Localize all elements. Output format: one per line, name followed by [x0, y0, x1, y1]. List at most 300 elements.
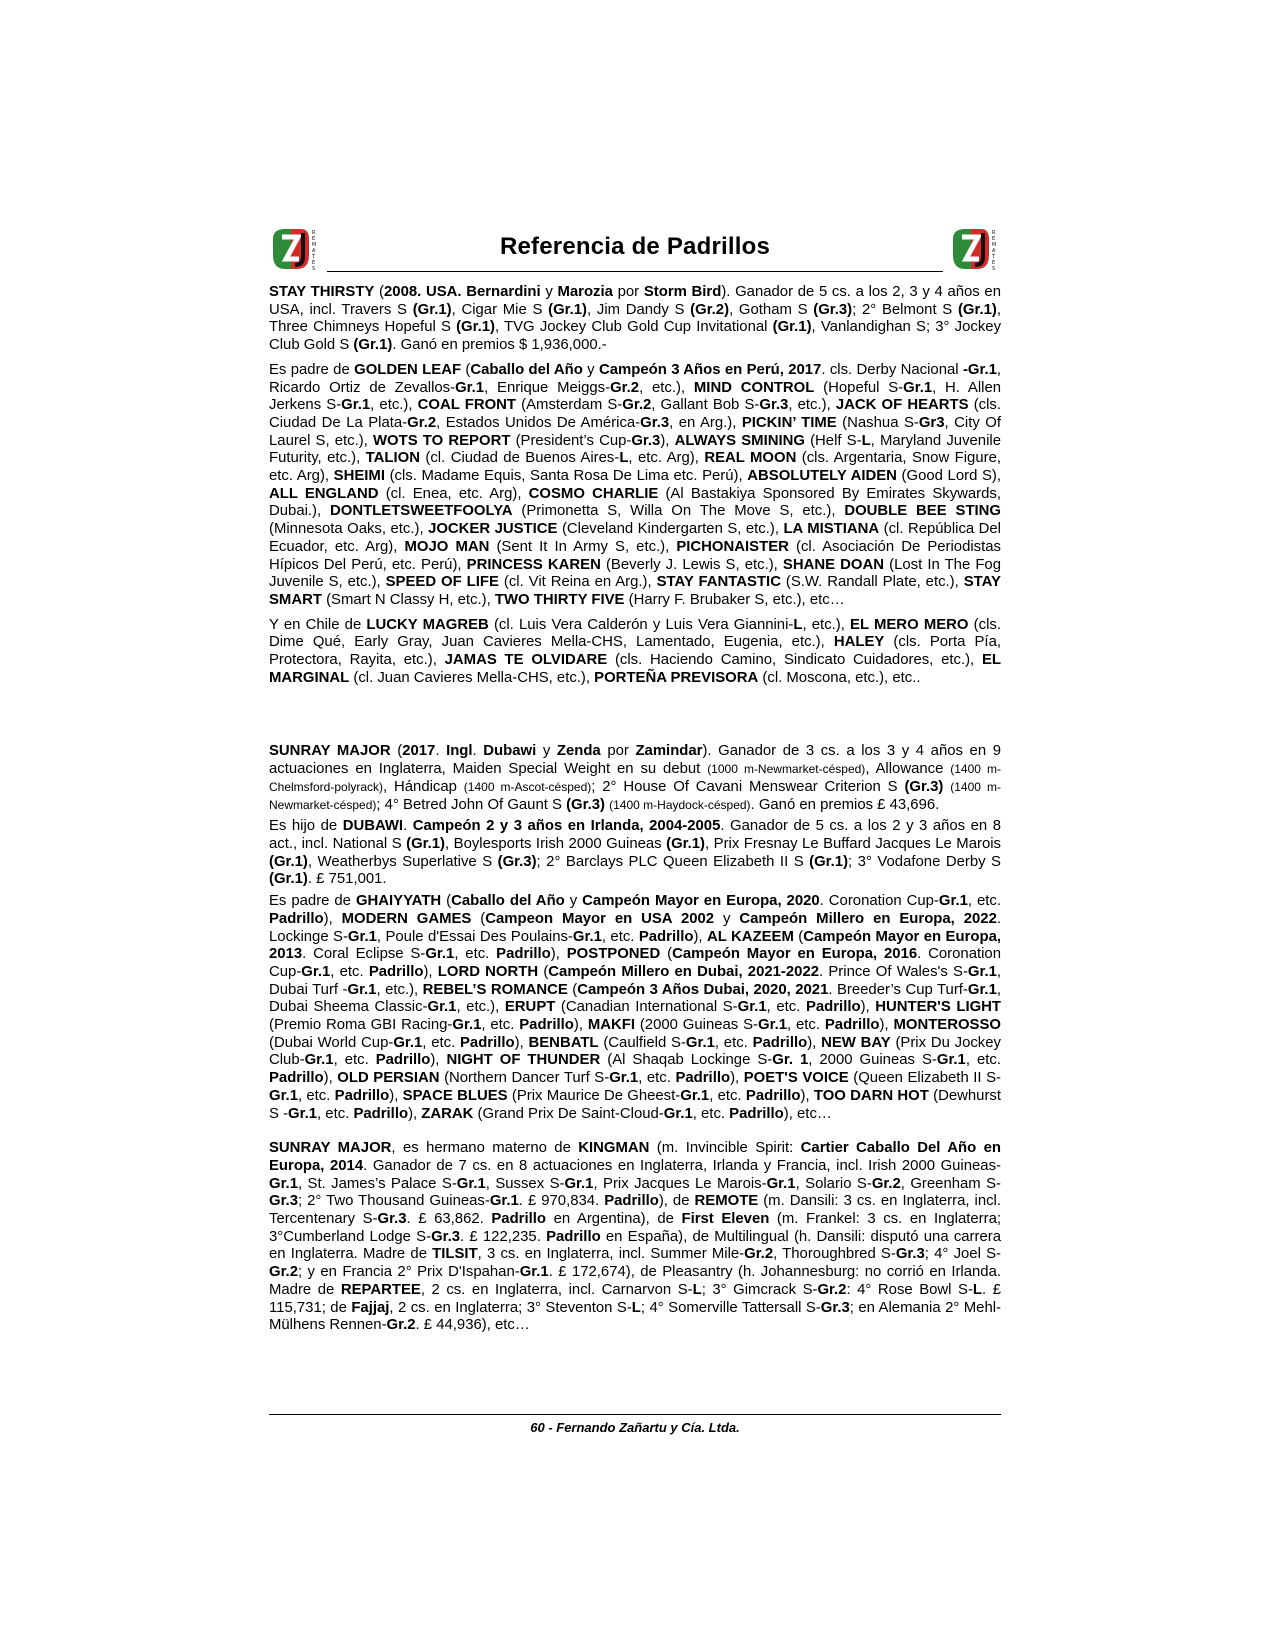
text-run: . Ganador de 5 cs. a los 2 y 3 años en 8 act., incl. National S — [269, 818, 1002, 852]
text-run: 2017 — [402, 743, 436, 760]
text-run: (Beverly J. Lewis S, etc.), — [600, 556, 783, 573]
text-run: Gr.3 — [759, 397, 789, 414]
text-run: Es padre de — [269, 893, 356, 910]
sunray-major-record — [269, 743, 1001, 814]
text-run: Ingl — [446, 743, 473, 760]
text-run: Gr.3 — [895, 1246, 925, 1263]
svg-text:T: T — [992, 254, 996, 260]
text-run: , etc.), — [370, 397, 418, 414]
text-run: . Ganó en premios $ 1,936,000.- — [392, 337, 607, 354]
stay-thirsty-chile-offspring — [269, 617, 1001, 688]
text-run: , Prix Jacques Le Marois- — [593, 1175, 767, 1192]
text-run: Gr.1 — [903, 379, 933, 396]
text-run: (Gr.1) — [666, 835, 706, 852]
text-run: Zenda — [556, 743, 601, 760]
text-run: Es hijo de — [269, 818, 343, 835]
text-run: ), — [430, 1052, 447, 1069]
text-run: COAL FRONT — [417, 397, 517, 414]
text-run: Es padre de — [269, 361, 355, 378]
text-run: Gr.1 — [456, 1175, 486, 1192]
text-run: , es hermano materno de — [391, 1140, 579, 1157]
text-run: ), — [423, 963, 438, 980]
text-run: TILSIT — [432, 1246, 478, 1263]
text-run: . £ 63,862. — [406, 1211, 492, 1228]
text-run: , Prix Fresnay Le Buffard Jacques Le Marois — [705, 835, 1001, 852]
text-run: (Gr.1) — [353, 337, 393, 354]
stay-thirsty-record — [269, 284, 1001, 355]
text-run: y — [540, 284, 558, 300]
text-run: Marozia — [557, 284, 613, 300]
text-run: Gr.1 — [269, 1087, 298, 1104]
text-run: L — [972, 1281, 983, 1298]
text-run: , Jim Dandy S — [587, 301, 691, 318]
text-run: Padrillo — [269, 1070, 324, 1087]
text-run: HALEY — [833, 634, 885, 651]
text-run: -Gr.1 — [962, 361, 997, 378]
text-run: en España), de Multilingual (h. Dansili: disputó una carrera en Inglaterra. Madre de — [269, 1228, 1001, 1263]
text-run: ( — [374, 284, 384, 300]
text-run: Gr.1 — [455, 379, 485, 396]
text-run: Gr.2 — [407, 414, 437, 431]
text-run: (Canadian International S- — [555, 999, 738, 1016]
text-run: . — [435, 743, 447, 760]
text-run: (S.W. Randall Plate, etc.), — [780, 574, 964, 591]
text-run: (Al Bastakiya Sponsored By Emirates Skywards, Dubai.), — [269, 485, 1001, 520]
text-run: (cls. Dime Qué, Early Gray, Juan Cavieres Mella-CHS, Lamentado, Eugenia, etc.), — [269, 616, 1001, 651]
text-run: (1400 m-Newmarket-césped) — [269, 779, 1001, 812]
text-run: Campeón Millero en Europa, 2022 — [739, 910, 997, 927]
text-run: (Prix Du Jockey Club- — [269, 1034, 1001, 1069]
text-run: Gr.1 — [685, 1034, 715, 1051]
text-run: ; 3° Vodafone Derby S — [848, 853, 1001, 870]
text-run: Padrillo — [353, 1105, 409, 1122]
text-run: Gr.1 — [347, 928, 377, 945]
text-run: ), — [323, 1070, 338, 1087]
text-run: ( — [567, 981, 578, 998]
text-run: POET'S VOICE — [743, 1070, 849, 1087]
text-run: (Lost In The Fog Juvenile S, etc.), — [269, 556, 1001, 591]
text-run: ; y en Francia 2° Prix D'Ispahan- — [297, 1264, 520, 1281]
text-run: . Ganador de 7 cs. en 8 actuaciones en Inglaterra, Irlanda y Francia, incl. Irish 2000 Guineas- — [363, 1157, 1001, 1174]
text-run: Gr.1 — [967, 963, 997, 980]
text-run: (Gr.1) — [957, 301, 997, 318]
text-run: TALION — [365, 450, 420, 467]
text-run: EL MARGINAL — [269, 652, 1002, 686]
text-run: , Vanlandighan S; 3° Jockey Club Gold S — [269, 319, 1002, 354]
text-run: Gr3 — [918, 414, 945, 431]
text-run: Gr.2 — [269, 1264, 298, 1281]
text-run: Gr.1 — [663, 1105, 693, 1122]
text-run: , Boylesports Irish 2000 Guineas — [445, 835, 667, 852]
text-run: ), — [730, 1070, 744, 1087]
text-run: , Poule d'Essai Des Poulains- — [376, 928, 573, 945]
text-run: (Hopeful S- — [814, 379, 904, 396]
document-page — [269, 225, 1001, 1335]
page-header — [269, 225, 1001, 277]
text-run: Campeón Mayor en Europa, 2016 — [672, 946, 918, 963]
text-run: , etc. — [454, 946, 497, 963]
page-footer: 60 - Fernando Zañartu y Cía. Ltda. — [530, 1420, 740, 1435]
text-run: . £ 751,001. — [307, 871, 387, 888]
text-run: ( — [461, 361, 471, 378]
text-run: Gr.3 — [269, 1193, 298, 1210]
text-run: (Gr.1) — [269, 853, 308, 870]
text-run: , etc. — [787, 1017, 825, 1034]
text-run: Gr.3 — [631, 432, 661, 449]
svg-text:E: E — [992, 236, 996, 242]
text-run: MONTEROSSO — [893, 1017, 1002, 1034]
text-run: , en Arg.), — [669, 414, 742, 431]
text-run: , etc.), — [456, 999, 505, 1016]
text-run: AL KAZEEM — [706, 928, 794, 945]
zj-remates-logo-right — [949, 225, 1001, 271]
text-run: JOCKER JUSTICE — [428, 521, 558, 538]
text-run: (Caulfield S- — [598, 1034, 686, 1051]
text-run: en Argentina), de — [546, 1211, 682, 1228]
text-run: GHAIYYATH — [355, 893, 442, 910]
text-run: , Gotham S — [729, 301, 814, 318]
text-run: MAKFI — [587, 1017, 635, 1034]
text-run: (Gr.1) — [269, 871, 308, 888]
text-run: (Queen Elizabeth II S- — [848, 1070, 1002, 1087]
text-run: L — [692, 1281, 702, 1298]
text-run: Caballo del Año — [470, 361, 583, 378]
text-run: , Greenham S- — [900, 1175, 1002, 1192]
text-run: Caballo del Año — [451, 893, 565, 910]
text-run: . Coronation Cup- — [269, 946, 1001, 980]
text-run: , etc.), — [376, 981, 423, 998]
text-run: KINGMAN — [578, 1140, 650, 1157]
text-run: ( — [441, 893, 452, 910]
text-run: , etc. — [422, 1034, 460, 1051]
text-run: (Gr.1) — [412, 301, 452, 318]
text-run: ( — [390, 743, 403, 760]
text-run: DOUBLE BEE STING — [844, 503, 1002, 520]
text-run: Gr.1 — [393, 1034, 423, 1051]
text-run: . £ 115,731; de — [269, 1281, 1001, 1316]
text-run: Gr.1 — [564, 1175, 594, 1192]
text-run: . — [403, 818, 413, 835]
text-run: ( — [793, 928, 804, 945]
text-run: , Dubai Turf - — [269, 963, 1002, 998]
text-run: Padrillo — [638, 928, 694, 945]
text-run: Gr.1 — [288, 1105, 318, 1122]
text-run: Gr.2 — [386, 1317, 416, 1334]
text-run: (cls. Ciudad De La Plata- — [269, 397, 1002, 431]
text-run: REBEL’S ROMANCE — [422, 981, 568, 998]
text-run: ; 2° Barclays PLC Queen Elizabeth II S — [536, 853, 810, 870]
text-run: (Premio Roma GBI Racing- — [269, 1017, 453, 1034]
text-run: (Gr.3) — [497, 853, 537, 870]
text-run: ), — [408, 1105, 422, 1122]
text-run: (2000 Guineas S- — [634, 1017, 759, 1034]
text-run: , etc. — [601, 928, 639, 945]
text-run: (cl. Juan Cavieres Mella-CHS, etc.), — [349, 669, 595, 686]
svg-text:S: S — [992, 266, 996, 271]
text-run: (Gr.3) — [904, 778, 944, 795]
text-run: Padrillo — [546, 1228, 601, 1245]
text-run: ), etc… — [783, 1105, 832, 1122]
text-run: Padrillo — [491, 1211, 546, 1228]
text-run: Padrillo — [460, 1034, 515, 1051]
svg-text:M: M — [992, 242, 997, 248]
text-run: Gr.1 — [425, 946, 455, 963]
text-run: ; 4° Joel S- — [924, 1246, 1001, 1263]
svg-text:E: E — [312, 236, 316, 242]
text-run: ERUPT — [504, 999, 556, 1016]
text-run: , etc. — [965, 1052, 1001, 1069]
svg-text:S: S — [312, 266, 316, 271]
text-run: L — [619, 450, 629, 467]
text-run: ; 2° Two Thousand Guineas- — [297, 1193, 490, 1210]
text-run: , etc. — [967, 893, 1001, 910]
text-run: (m. Frankel: 3 cs. en Inglaterra; 3°Cumberland Lodge S- — [269, 1211, 1002, 1245]
text-run: (cl. Moscona, etc.), etc.. — [758, 669, 921, 686]
text-run: (cl. Ciudad de Buenos Aires- — [419, 450, 620, 467]
text-run: LORD NORTH — [437, 963, 539, 980]
text-run: , Maryland Juvenile Futurity, etc.), — [269, 432, 1001, 467]
text-run: SPEED OF LIFE — [385, 574, 499, 591]
text-run: ), — [514, 1034, 529, 1051]
text-run: Zamindar — [635, 743, 703, 760]
text-run: Padrillo — [752, 1034, 808, 1051]
text-run: , Dubai Sheema Classic- — [269, 981, 1001, 1016]
text-run: PORTEÑA PREVISORA — [594, 669, 759, 686]
text-run: (Northern Dancer Turf S- — [439, 1070, 610, 1087]
text-run: , etc. — [317, 1105, 354, 1122]
text-run: Gr.1 — [936, 1052, 966, 1069]
text-run: (1400 m-Haydock-césped) — [609, 797, 751, 812]
text-run: Gr.1 — [737, 999, 767, 1016]
text-run: PRINCESS KAREN — [466, 556, 601, 573]
text-run: y — [536, 743, 557, 760]
text-run: (Helf S- — [804, 432, 862, 449]
text-run: Gr.1 — [758, 1017, 787, 1034]
text-run: , etc. — [709, 1087, 746, 1104]
text-run: STAY SMART — [269, 574, 1001, 608]
text-run: , etc. — [766, 999, 806, 1016]
text-run: (Gr.3) — [566, 796, 605, 813]
text-run: , etc.), — [788, 397, 836, 414]
text-run: REMOTE — [694, 1193, 759, 1210]
text-run: ), — [807, 1034, 822, 1051]
text-run: , Enrique Meiggs- — [484, 379, 611, 396]
text-run: , etc.), — [639, 379, 694, 396]
text-run: , etc. — [297, 1087, 335, 1104]
text-run: ), — [323, 910, 342, 927]
text-run: (Grand Prix De Saint-Cloud- — [473, 1105, 664, 1122]
text-run: , etc. — [330, 963, 369, 980]
svg-text:T: T — [312, 254, 316, 260]
text-run: , St. James’s Palace S- — [297, 1175, 457, 1192]
text-run: , Gallant Bob S- — [651, 397, 760, 414]
text-run: ; en Alemania 2° Mehl-Mülhens Rennen- — [269, 1299, 1002, 1334]
text-run: , 3 cs. en Inglaterra, incl. Summer Mile- — [477, 1246, 745, 1263]
text-run: (Gr.3) — [813, 301, 853, 318]
text-run: ). Ganador de 3 cs. a los 3 y 4 años en 9 actuaciones en Inglaterra, Maiden Special Weight en su debut — [269, 743, 1001, 778]
text-run: (cls. Madame Equis, Santa Rosa De Lima etc. Perú), — [384, 468, 748, 485]
text-run: Padrillo — [729, 1105, 784, 1122]
text-run: TOO DARN HOT — [813, 1087, 929, 1104]
text-run: ), — [693, 928, 707, 945]
text-run: Gr.2 — [622, 397, 652, 414]
text-run: (Dewhurst S - — [269, 1087, 1001, 1122]
text-run: , Hándicap — [383, 778, 464, 795]
text-run: ( — [660, 946, 673, 963]
text-run: Gr.1 — [301, 963, 331, 980]
text-run: SHANE DOAN — [782, 556, 884, 573]
text-run: ), — [389, 1087, 403, 1104]
text-run: Padrillo — [368, 963, 424, 980]
text-run: (cls. Argentaria, Snow Figure, etc. Arg), — [269, 450, 1001, 485]
header-rule — [327, 271, 943, 272]
text-run: WOTS TO REPORT — [373, 432, 511, 449]
text-run: EL MERO MERO — [850, 616, 969, 633]
text-run: . Breeder’s Cup Turf- — [828, 981, 968, 998]
text-run: por — [600, 743, 636, 760]
text-run: SPACE BLUES — [402, 1087, 508, 1104]
text-run: (President’s Cup- — [510, 432, 632, 449]
text-run: JACK OF HEARTS — [835, 397, 969, 414]
text-run: REAL MOON — [704, 450, 797, 467]
text-run: . Coral Eclipse S- — [302, 946, 426, 963]
text-run: (m. Dansili: 3 cs. en Inglaterra, incl. Tercentenary S- — [269, 1193, 1001, 1228]
text-run: Gr.2 — [817, 1281, 847, 1298]
text-run: ; 4° Somerville Tattersall S- — [640, 1299, 821, 1316]
text-run: LA MISTIANA — [783, 521, 880, 538]
text-run: , City Of Laurel S, etc.), — [269, 414, 1001, 449]
text-run: L — [793, 616, 803, 633]
text-run: ABSOLUTELY AIDEN — [747, 468, 897, 485]
text-run: L — [631, 1299, 641, 1316]
text-run: (cl. Luis Vera Calderón y Luis Vera Giannini- — [488, 616, 794, 633]
text-run: Gr.1 — [269, 1175, 298, 1192]
text-run: Padrillo — [519, 1017, 574, 1034]
text-run: , 2 cs. en Inglaterra; 3° Steventon S- — [389, 1299, 632, 1316]
text-run: DONTLETSWEETFOOLYA — [330, 503, 513, 520]
svg-text:M: M — [312, 242, 317, 248]
text-run: (Gr.1) — [772, 319, 812, 336]
text-run: (m. Invincible Spirit: — [649, 1140, 801, 1157]
text-run: , Allowance — [865, 761, 951, 778]
text-run: Fajjaj — [351, 1299, 390, 1316]
text-run: Gr.1 — [609, 1070, 639, 1087]
text-run: COSMO CHARLIE — [528, 485, 659, 502]
text-run: Padrillo — [269, 910, 324, 927]
text-run: . Lockinge S- — [269, 910, 1002, 945]
text-run: (1400 m-Chelmsford-polyrack) — [269, 762, 1001, 794]
text-run: ), de — [658, 1193, 695, 1210]
text-run: Campeón Millero en Dubai, 2021-2022 — [548, 963, 820, 980]
text-run: (Gr.2) — [690, 301, 730, 318]
svg-text:E: E — [312, 260, 316, 266]
text-run: (cl. República Del Ecuador, etc. Arg), — [269, 521, 1001, 555]
text-run: (Gr.1) — [809, 853, 849, 870]
text-run: ; 3° Gimcrack S- — [701, 1281, 818, 1298]
text-run: (1000 m-Newmarket-césped) — [707, 762, 866, 777]
text-run: MOJO MAN — [404, 538, 490, 555]
text-run: Gr.1 — [766, 1175, 796, 1192]
text-run: 2008. USA. Bernardini — [384, 284, 541, 300]
text-run: Padrillo — [745, 1087, 801, 1104]
text-run: REPARTEE — [340, 1281, 421, 1298]
text-run: (Good Lord S), — [896, 468, 1001, 485]
text-run: y — [582, 361, 599, 378]
text-run: Gr.2 — [744, 1246, 774, 1263]
text-run: . Prince Of Wales's S- — [819, 963, 968, 980]
svg-text:A: A — [312, 248, 316, 254]
text-run: Gr.1 — [489, 1193, 519, 1210]
text-run: Padrillo — [604, 1193, 659, 1210]
text-run: , etc. — [714, 1034, 753, 1051]
text-run: ; 4° Betred John Of Gaunt S — [376, 796, 567, 813]
text-run: . Coronation Cup- — [819, 893, 939, 910]
text-run: Campeón 3 Años Dubai, 2020, 2021 — [577, 981, 829, 998]
text-run: Padrillo — [375, 1052, 431, 1069]
text-run: , Weatherbys Superlative S — [307, 853, 498, 870]
text-run: (Prix Maurice De Gheest- — [507, 1087, 681, 1104]
text-run: Gr.2 — [610, 379, 640, 396]
text-run: Campeon Mayor en USA 2002 — [485, 910, 715, 927]
text-run: ALL ENGLAND — [269, 485, 379, 502]
text-run: , H. Allen Jerkens S- — [269, 379, 1002, 414]
text-run: ( — [538, 963, 549, 980]
text-run: , Estados Unidos De América- — [436, 414, 641, 431]
text-run: , etc. — [333, 1052, 376, 1069]
text-run: ), — [550, 946, 567, 963]
text-run: Padrillo — [675, 1070, 731, 1087]
text-run: Cartier Caballo Del Año en Europa, 2014 — [269, 1140, 1001, 1174]
text-run: (Gr.1) — [548, 301, 588, 318]
text-run: TWO THIRTY FIVE — [494, 591, 625, 608]
text-run: . £ 44,936), etc… — [415, 1317, 530, 1334]
text-run: . £ 172,674), de Pleasantry (h. Johannesburg: no corrió en Irlanda. Madre de — [269, 1264, 1002, 1298]
text-run: GOLDEN LEAF — [354, 361, 462, 378]
text-run: . cls. Derby Nacional — [821, 361, 963, 378]
text-run: Gr.1 — [347, 981, 377, 998]
text-run: NIGHT OF THUNDER — [446, 1052, 601, 1069]
text-run: (Cleveland Kindergarten S, etc.), — [557, 521, 784, 538]
svg-text:R: R — [312, 230, 316, 236]
text-run: y — [564, 893, 583, 910]
text-run: . — [472, 743, 484, 760]
text-run: (Gr.1) — [406, 835, 446, 852]
text-run: ( — [471, 910, 486, 927]
text-run: : 4° Rose Bowl S- — [846, 1281, 973, 1298]
text-run: MODERN GAMES — [341, 910, 472, 927]
text-run: (Amsterdam S- — [516, 397, 623, 414]
text-run: ZARAK — [421, 1105, 474, 1122]
text-run: Y en Chile de — [269, 616, 367, 633]
text-run: (cl. Asociación De Periodistas Hípicos Del Perú, etc. Perú), — [269, 538, 1001, 573]
text-run: SUNRAY MAJOR — [269, 1140, 392, 1157]
text-run: (cl. Enea, etc. Arg), — [378, 485, 529, 502]
text-run: ), — [573, 1017, 588, 1034]
text-run: Padrillo — [496, 946, 551, 963]
dubawi-offspring — [269, 893, 1001, 1123]
text-run: Gr.1 — [519, 1264, 549, 1281]
text-run: (Smart N Classy H, etc.), — [321, 591, 495, 608]
text-run: , etc.), — [802, 616, 851, 633]
text-run: ; 2° House Of Cavani Menswear Criterion S — [591, 778, 905, 795]
text-run: . £ 970,834. — [518, 1193, 605, 1210]
text-run: (Primonetta S, Willa On The Move S, etc.), — [512, 503, 845, 520]
text-run: ), — [800, 1087, 814, 1104]
text-run: PICHONAISTER — [676, 538, 789, 555]
text-run: Dubawi — [483, 743, 537, 760]
text-run: Padrillo — [334, 1087, 390, 1104]
text-run: , etc. — [692, 1105, 730, 1122]
